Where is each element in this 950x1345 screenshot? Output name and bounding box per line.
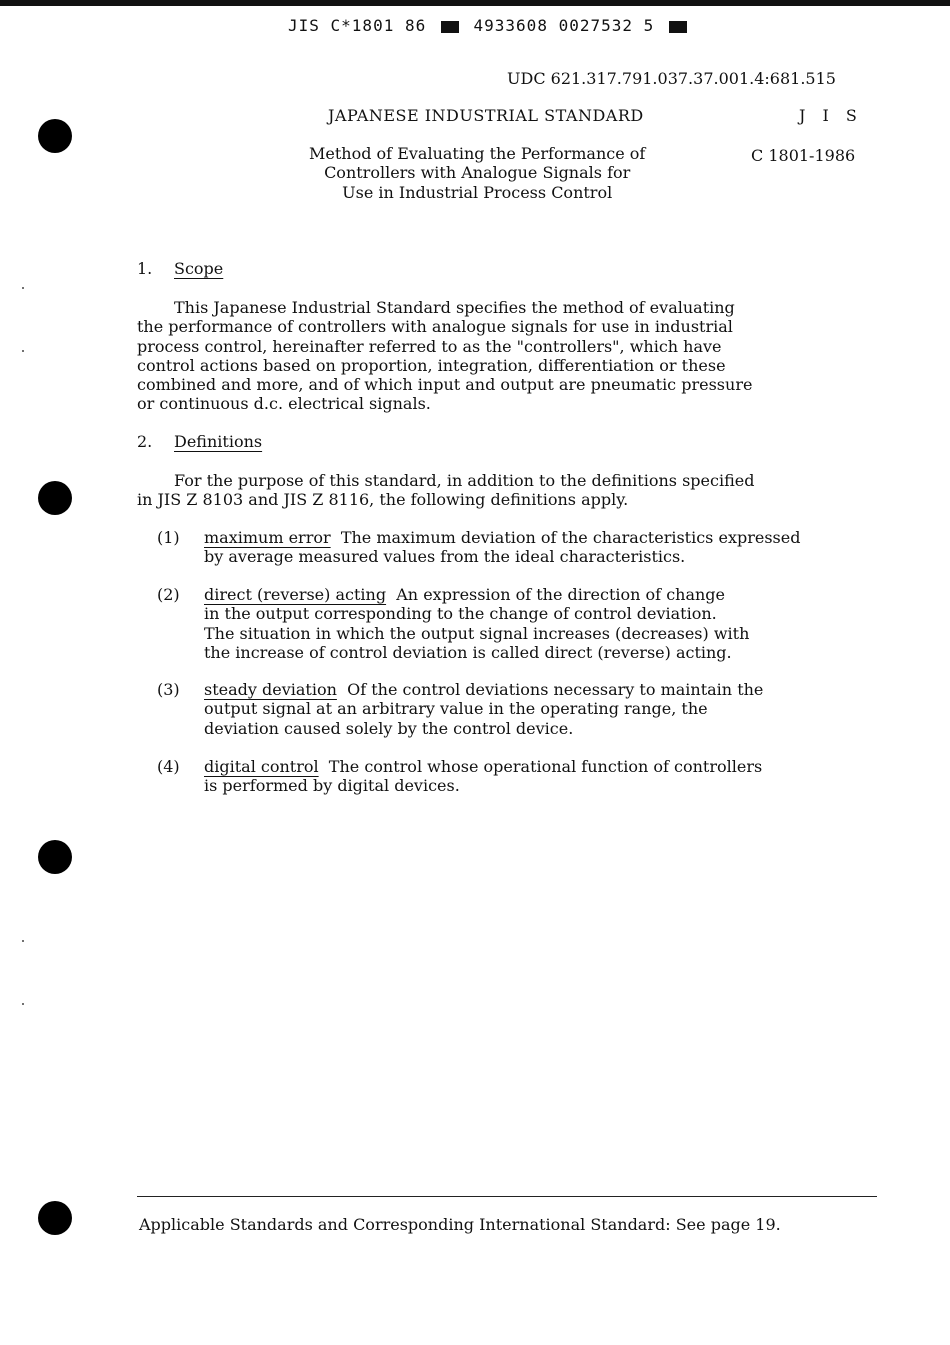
paragraph-line: the performance of controllers with analogue signals for use in industrial <box>137 317 733 337</box>
paragraph-line: For the purpose of this standard, in addition to the definitions specified <box>174 471 755 490</box>
scan-speck <box>22 1003 24 1005</box>
standard-number: C 1801-1986 <box>751 146 856 165</box>
scan-speck <box>22 940 24 942</box>
punch-hole <box>38 840 72 874</box>
header-code-part1: JIS C*1801 86 <box>288 16 427 35</box>
block-mark <box>441 21 459 33</box>
definition-term: direct (reverse) acting <box>204 585 387 604</box>
scan-speck <box>22 287 24 289</box>
header-code-part2: 4933608 0027532 5 <box>473 16 655 35</box>
punch-hole <box>38 1201 72 1235</box>
definition-text: the increase of control deviation is called direct (reverse) acting. <box>204 642 732 662</box>
document-title <box>309 144 645 202</box>
footer-note: Applicable Standards and Corresponding International Standard: See page 19. <box>139 1215 781 1234</box>
definition-number: (4) <box>157 757 180 776</box>
definition-item <box>204 757 762 796</box>
scan-speck <box>22 350 24 352</box>
footer-divider <box>137 1196 877 1197</box>
definition-text: The control whose operational function of controllers <box>328 757 763 776</box>
paragraph-line: in JIS Z 8103 and JIS Z 8116, the following definitions apply. <box>137 490 629 510</box>
definition-text: The situation in which the output signal increases (decreases) with <box>204 623 750 643</box>
paragraph-line: control actions based on proportion, integration, differentiation or these <box>137 355 726 375</box>
definition-number: (2) <box>157 585 180 604</box>
title-line: Method of Evaluating the Performance of <box>309 144 646 163</box>
udc-code: UDC 621.317.791.037.37.001.4:681.515 <box>507 69 836 88</box>
definition-item <box>204 585 749 662</box>
organization-heading: JAPANESE INDUSTRIAL STANDARD <box>328 106 644 125</box>
definition-term: digital control <box>204 757 319 776</box>
definition-text: in the output corresponding to the change of control deviation. <box>204 604 717 624</box>
section-title-scope: Scope <box>174 259 224 278</box>
definition-text: The maximum deviation of the characteristics expressed <box>340 528 801 547</box>
paragraph-line: process control, hereinafter referred to as the "controllers", which have <box>137 336 722 356</box>
definition-number: (3) <box>157 680 180 699</box>
paragraph-line: This Japanese Industrial Standard specifies the method of evaluating <box>174 298 735 317</box>
jis-mark: J I S <box>799 106 863 125</box>
definition-item <box>204 680 763 738</box>
paragraph-line: or continuous d.c. electrical signals. <box>137 394 431 414</box>
definition-item <box>204 528 800 567</box>
definition-text: Of the control deviations necessary to maintain the <box>347 680 764 699</box>
block-mark <box>669 21 687 33</box>
section-title-definitions: Definitions <box>174 432 263 451</box>
definition-term: steady deviation <box>204 680 337 699</box>
definition-text: deviation caused solely by the control device. <box>204 718 574 738</box>
definition-text: An expression of the direction of change <box>396 585 726 604</box>
definition-text: is performed by digital devices. <box>204 776 460 796</box>
punch-hole <box>38 481 72 515</box>
definition-text: output signal at an arbitrary value in the operating range, the <box>204 699 708 719</box>
section-number: 2. <box>137 432 153 451</box>
title-line: Controllers with Analogue Signals for <box>324 163 631 183</box>
title-line: Use in Industrial Process Control <box>342 182 613 202</box>
definitions-paragraph <box>137 471 754 510</box>
scope-paragraph <box>137 298 752 414</box>
header-code <box>288 16 728 35</box>
punch-hole <box>38 119 72 153</box>
definition-number: (1) <box>157 528 180 547</box>
paragraph-line: combined and more, and of which input and output are pneumatic pressure <box>137 375 753 395</box>
section-number: 1. <box>137 259 153 278</box>
scan-top-border <box>0 0 950 6</box>
definition-text: by average measured values from the ideal characteristics. <box>204 547 686 567</box>
definition-term: maximum error <box>204 528 331 547</box>
